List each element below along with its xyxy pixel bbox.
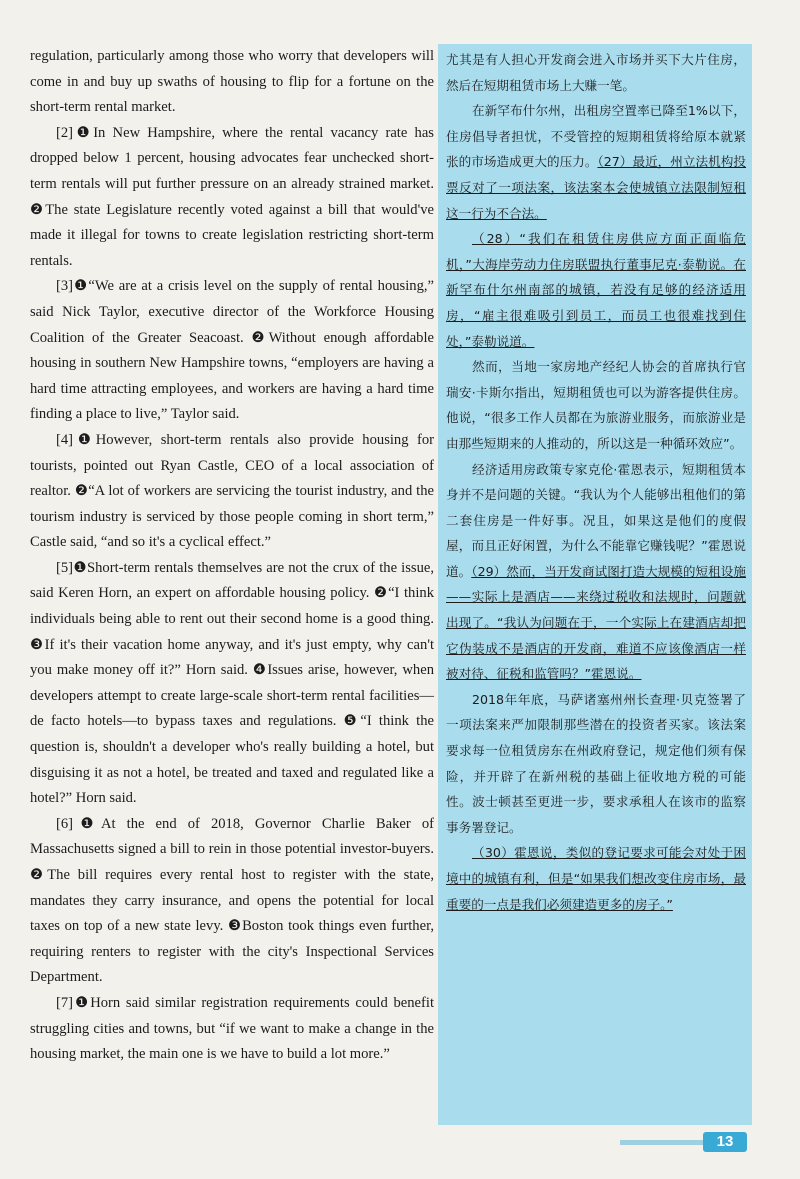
blank-29: （29）然而，当开发商试图打造大规模的短租设施——实际上是酒店——来绕过税收和法规时，问题就出现了。“我认为问题在于，一个实际上在建酒店却把它伪装成不是酒店的开发商，难道不应该像酒店一样被对待、征税和监管吗？”霍恩说。 bbox=[446, 563, 747, 682]
translation-5 bbox=[446, 457, 746, 687]
translation-7 bbox=[446, 840, 746, 917]
english-article-column bbox=[30, 44, 434, 1068]
blank-30: （30）霍恩说，类似的登记要求可能会对处于困境中的城镇有利，但是“如果我们想改变住房市场，最重要的一点是我们必须建造更多的房子。” bbox=[446, 845, 746, 912]
translation-2 bbox=[446, 98, 746, 226]
blank-27: （27）最近，州立法机构投票反对了一项法案，该法案本会使城镇立法限制短租这一行为不合法。 bbox=[446, 154, 747, 221]
translation-3 bbox=[446, 226, 746, 354]
chinese-translation-panel bbox=[438, 44, 752, 1125]
footer-stripe bbox=[620, 1140, 704, 1145]
blank-28: （28）“我们在租赁住房供应方面正面临危机，”大海岸劳动力住房联盟执行董事尼克·泰勒说。在新罕布什尔州南部的城镇，若没有足够的经济适用房，“雇主很难吸引到员工，而员工也很难找到住处，”泰勒说道。 bbox=[446, 231, 746, 349]
paragraph-1-end: regulation, particularly among those who worry that developers will come in and buy up swaths of housing to flip for a fortune on the short-term rental market. bbox=[30, 48, 434, 116]
translation-6: 2018年年底，马萨诸塞州州长查理·贝克签署了一项法案来严加限制那些潜在的投资者买家。该法案要求每一位租赁房东在州政府登记，规定他们须有保险，并开辟了在新州税的基础上征收地方税的可能性。波士顿甚至更进一步，要求承租人在该市的监察事务署登记。 bbox=[446, 691, 746, 835]
page-number: 13 bbox=[703, 1132, 747, 1152]
paragraph-3: [3]❶“We are at a crisis level on the supply of rental housing,” said Nick Taylor, executive director of the Workforce Housing Coalition of the Greater Seacoast. ❷Without enough affordable housing in southern New Hampshire towns, “employers are having a hard time attracting employees, and workers are having a hard time finding a place to live,” Taylor said. bbox=[30, 278, 434, 423]
paragraph-2: [2]❶In New Hampshire, where the rental vacancy rate has dropped below 1 percent, housing advocates fear unchecked short-term rentals will put further pressure on an already strained market. ❷The state Legislature recently voted against a bill that would've made it illegal for towns to create legislation restricting short-term rentals. bbox=[30, 124, 434, 269]
translation-5-text: 经济适用房政策专家克伦·霍恩表示，短期租赁本身并不是问题的关键。“我认为个人能够出租他们的第二套住房是一件好事。况且，如果这是他们的度假屋，而且正好闲置，为什么不能靠它赚钱呢？”霍恩说道。 bbox=[446, 461, 746, 579]
translation-1: 尤其是有人担心开发商会进入市场并买下大片住房，然后在短期租赁市场上大赚一笔。 bbox=[446, 52, 746, 93]
translation-4: 然而，当地一家房地产经纪人协会的首席执行官瑞安·卡斯尔指出，短期租赁也可以为游客提供住房。他说，“很多工作人员都在为旅游业服务，而旅游业是由那些短期来的人推动的，所以这是一种循环效应”。 bbox=[446, 359, 746, 451]
translation-2-text: 在新罕布什尔州，出租房空置率已降至1%以下，住房倡导者担忧，不受管控的短期租赁将给原本就紧张的市场造成更大的压力。 bbox=[446, 103, 746, 170]
paragraph-4: [4]❶However, short-term rentals also provide housing for tourists, pointed out Ryan Castle, CEO of a local association of realtor. ❷“A lot of workers are servicing the tourist industry, and the tourism industry is serviced by those people coming in short term,” Castle said, “and so it's a cyclical effect.” bbox=[30, 431, 434, 551]
paragraph-7: [7]❶Horn said similar registration requirements could benefit struggling cities and towns, but “if we want to make a change in the housing market, the main one is we have to build a lot more.” bbox=[30, 994, 434, 1063]
paragraph-6: [6]❶At the end of 2018, Governor Charlie Baker of Massachusetts signed a bill to rein in those potential investor-buyers. ❷The bill requires every rental host to register with the state, mandates they carry insurance, and opens the potential for local taxes on top of a new state levy. ❸Boston took things even further, requiring renters to register with the city's Inspectional Services Department. bbox=[30, 815, 434, 986]
paragraph-5: [5]❶Short-term rentals themselves are not the crux of the issue, said Keren Horn, an expert on affordable housing policy. ❷“I think individuals being able to rent out their second home is a good thing. ❸If it's their vacation home anyway, and it's just empty, why can't you make money off it?” Horn said. ❹Issues arise, however, when developers attempt to create large-scale short-term rental facilities—de facto hotels—to bypass taxes and regulations. ❺“I think the question is, shouldn't a developer who's really building a hotel, but disguising it as not a hotel, be treated and taxed and regulated like a hotel?” Horn said. bbox=[30, 559, 434, 807]
